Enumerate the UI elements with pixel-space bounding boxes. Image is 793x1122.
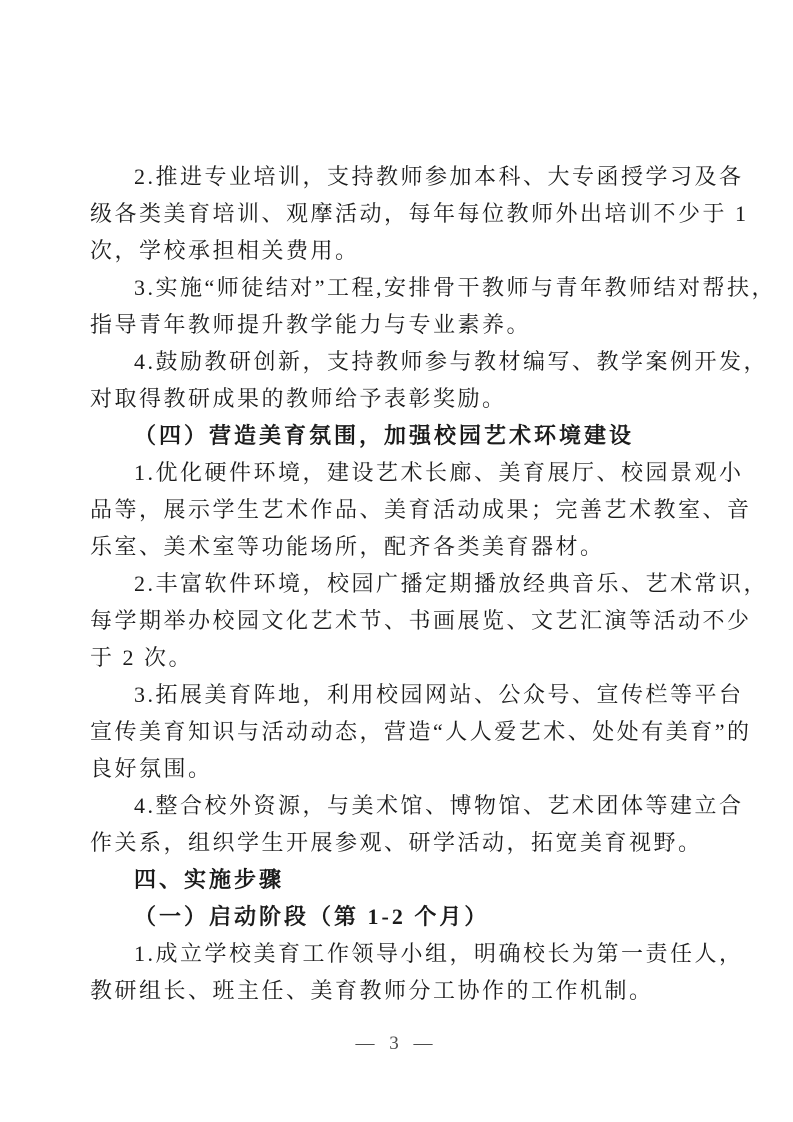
text-line: 品等，展示学生艺术作品、美育活动成果；完善艺术教室、音 xyxy=(90,497,752,522)
text-line: 教研组长、班主任、美育教师分工协作的工作机制。 xyxy=(90,978,654,1003)
text-line: 4.整合校外资源，与美术馆、博物馆、艺术团体等建立合 xyxy=(134,793,744,818)
page-footer xyxy=(0,1030,793,1058)
text-line: 级各类美育培训、观摩活动，每年每位教师外出培训不少于 1 xyxy=(90,201,749,226)
heading-line: （一）启动阶段（第 1-2 个月） xyxy=(134,904,490,929)
paragraph xyxy=(90,565,769,676)
text-line: 2.丰富软件环境，校园广播定期播放经典音乐、艺术常识， xyxy=(134,571,769,596)
text-line: 次，学校承担相关费用。 xyxy=(90,238,360,263)
text-line: 3.拓展美育阵地，利用校园网站、公众号、宣传栏等平台 xyxy=(134,682,744,707)
text-line: 4.鼓励教研创新，支持教师参与教材编写、教学案例开发， xyxy=(134,349,769,374)
text-line: 2.推进专业培训，支持教师参加本科、大专函授学习及各 xyxy=(134,164,744,189)
section-heading xyxy=(90,861,712,898)
paragraph xyxy=(90,935,744,1009)
text-line: 作关系，组织学生开展参观、研学活动，拓宽美育视野。 xyxy=(90,830,703,855)
text-line: 1.优化硬件环境，建设艺术长廊、美育展厅、校园景观小 xyxy=(134,460,744,485)
paragraph xyxy=(90,343,769,417)
document-body xyxy=(90,158,777,1009)
paragraph xyxy=(90,787,744,861)
text-line: 每学期举办校园文化艺术节、书画展览、文艺汇演等活动不少 xyxy=(90,608,752,633)
text-line: 宣传美育知识与活动动态，营造“人人爱艺术、处处有美育”的 xyxy=(90,719,752,744)
text-line: 指导青年教师提升教学能力与专业素养。 xyxy=(90,312,532,337)
section-heading xyxy=(90,417,712,454)
text-line: 乐室、美术室等功能场所，配齐各类美育器材。 xyxy=(90,534,605,559)
paragraph xyxy=(90,676,752,787)
paragraph xyxy=(90,454,752,565)
text-line: 1.成立学校美育工作领导小组，明确校长为第一责任人， xyxy=(134,941,744,966)
text-line: 良好氛围。 xyxy=(90,756,213,781)
text-line: 对取得教研成果的教师给予表彰奖励。 xyxy=(90,386,507,411)
heading-line: 四、实施步骤 xyxy=(134,867,285,892)
section-heading xyxy=(90,898,712,935)
paragraph xyxy=(90,269,777,343)
heading-line: （四）营造美育氛围，加强校园艺术环境建设 xyxy=(134,423,635,448)
paragraph xyxy=(90,158,749,269)
text-line: 3.实施“师徒结对”工程,安排骨干教师与青年教师结对帮扶， xyxy=(134,275,777,300)
page-number: — 3 — xyxy=(355,1033,438,1054)
text-line: 于 2 次。 xyxy=(90,645,194,670)
